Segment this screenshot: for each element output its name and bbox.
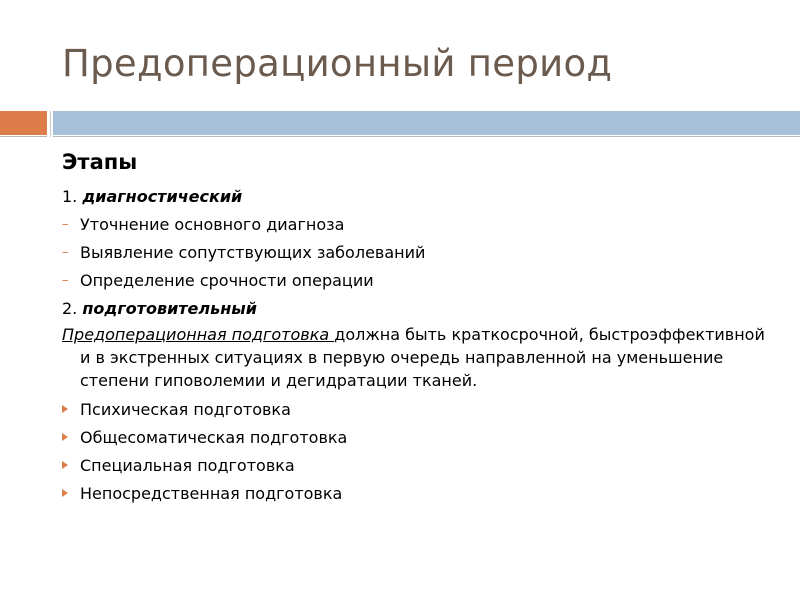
- list-item: [62, 239, 782, 267]
- list-item-text: Уточнение основного диагноза: [80, 215, 345, 234]
- list-item-text: Общесоматическая подготовка: [80, 428, 348, 447]
- stage-1: [62, 183, 782, 211]
- stage-1-label: диагностический: [82, 187, 243, 206]
- stage-2-label: подготовительный: [82, 299, 257, 318]
- bar-shadow-right: [53, 136, 800, 137]
- stages-heading: Этапы: [62, 150, 138, 174]
- slide-title: Предоперационный период: [62, 42, 613, 85]
- list-item: [62, 211, 782, 239]
- slide-content: [62, 147, 782, 508]
- preparation-paragraph: [62, 323, 780, 392]
- list-item-text: Специальная подготовка: [80, 456, 295, 475]
- preparation-description: должна быть краткосрочной, быстроэффективной и в экстренных ситуациях в первую очередь направленной на уменьшение степени гиповолемии и дегидратации тканей.: [80, 325, 765, 390]
- list-item-text: Определение срочности операции: [80, 271, 374, 290]
- stage-2-number: 2.: [62, 299, 78, 318]
- list-item: [62, 480, 782, 508]
- stage-2: [62, 295, 782, 323]
- title-accent-bar: [0, 111, 47, 135]
- bar-shadow-left: [0, 136, 47, 137]
- dash-marker-icon: –: [62, 245, 69, 260]
- list-item-text: Непосредственная подготовка: [80, 484, 343, 503]
- list-item: [62, 424, 782, 452]
- list-item-text: Психическая подготовка: [80, 400, 291, 419]
- bar-divider: [50, 111, 51, 137]
- dash-marker-icon: –: [62, 217, 69, 232]
- triangle-bullet-icon: [62, 489, 68, 497]
- list-item: [62, 452, 782, 480]
- list-item-text: Выявление сопутствующих заболеваний: [80, 243, 426, 262]
- title-underline-bar: [53, 111, 800, 135]
- list-item: [62, 396, 782, 424]
- triangle-bullet-icon: [62, 405, 68, 413]
- preparation-term: Предоперационная подготовка: [62, 325, 335, 344]
- triangle-bullet-icon: [62, 433, 68, 441]
- stage-1-number: 1.: [62, 187, 78, 206]
- list-item: [62, 267, 782, 295]
- dash-marker-icon: –: [62, 273, 69, 288]
- triangle-bullet-icon: [62, 461, 68, 469]
